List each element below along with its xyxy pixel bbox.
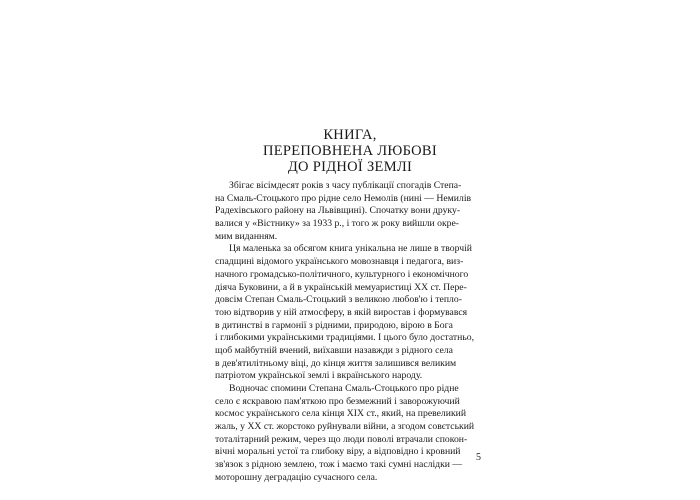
- text-line: на Смаль-Стоцького про рідне село Немолів (нині — Немилів: [215, 192, 472, 204]
- text-line: Радехівського району на Львівщині). Спочатку вони друку-: [215, 205, 461, 217]
- body-text: [215, 180, 485, 485]
- text-line: щоб майбутній вчений, виїхавши назавжди з рідного села: [215, 344, 453, 356]
- text-line: моторошну деградацію сучасного села.: [215, 471, 378, 483]
- text-line: в дитинстві в гармонії з рідними, природою, вірою в Бога: [215, 319, 453, 331]
- text-line: вічні моральні устої та глибоку віру, а відповідно і кровний: [215, 446, 461, 458]
- text-line: Ця маленька за обсягом книга унікальна не лише в творчій: [229, 243, 472, 255]
- text-line: спадщині відомого українського мовознавця і педагога, виз-: [215, 256, 464, 268]
- text-line: тою відтворив у ній атмосферу, в якій виростав і формувався: [215, 306, 468, 318]
- text-line: діяча Буковини, а й в українській мемуаристиці ХХ ст. Пере-: [215, 281, 467, 293]
- text-line: тоталітарний режим, через що люди поволі втрачали спокон-: [215, 433, 468, 445]
- text-line: космос українського села кінця ХІХ ст., який, на превеликий: [215, 408, 467, 420]
- heading-line: ПЕРЕПОВНЕНА ЛЮБОВІ: [262, 143, 438, 159]
- text-line: в дев'ятилітньому віці, до кінця життя залишився великим: [215, 357, 457, 369]
- text-line: Збігає вісімдесят років з часу публікації спогадів Степа-: [229, 180, 462, 191]
- text-line: патріотом української землі і вкраїнського народу.: [215, 370, 423, 382]
- text-line: валися у «Вістнику» за 1933 р., і того ж року вийшли окре-: [215, 218, 460, 230]
- heading-line: КНИГА,: [323, 127, 377, 143]
- page-number: 5: [476, 452, 481, 463]
- paragraph: [215, 383, 485, 485]
- heading-line: ДО РІДНОЇ ЗЕМЛІ: [287, 159, 413, 175]
- text-line: начного громадсько-політичного, культурного і економічного: [215, 268, 469, 280]
- text-line: мим виданням.: [215, 230, 278, 242]
- paragraph: [215, 180, 485, 243]
- text-line: зв'язок з рідною землею, тож і маємо такі сумні наслідки —: [215, 459, 463, 471]
- chapter-heading: [0, 127, 700, 175]
- text-line: Водночас спомини Степана Смаль-Стоцького про рідне: [229, 383, 459, 394]
- text-line: жаль, у ХХ ст. жорстоко руйнували війни, а згодом совєтський: [215, 421, 475, 433]
- text-line: село є яскравою пам'яткою про безмежний і заворожуючий: [215, 395, 460, 407]
- paragraph: [215, 243, 485, 383]
- text-line: і глибокими українськими традиціями. І цього було достатньо,: [215, 332, 475, 344]
- text-line: довсім Степан Смаль-Стоцький з великою любов'ю і тепло-: [215, 294, 462, 306]
